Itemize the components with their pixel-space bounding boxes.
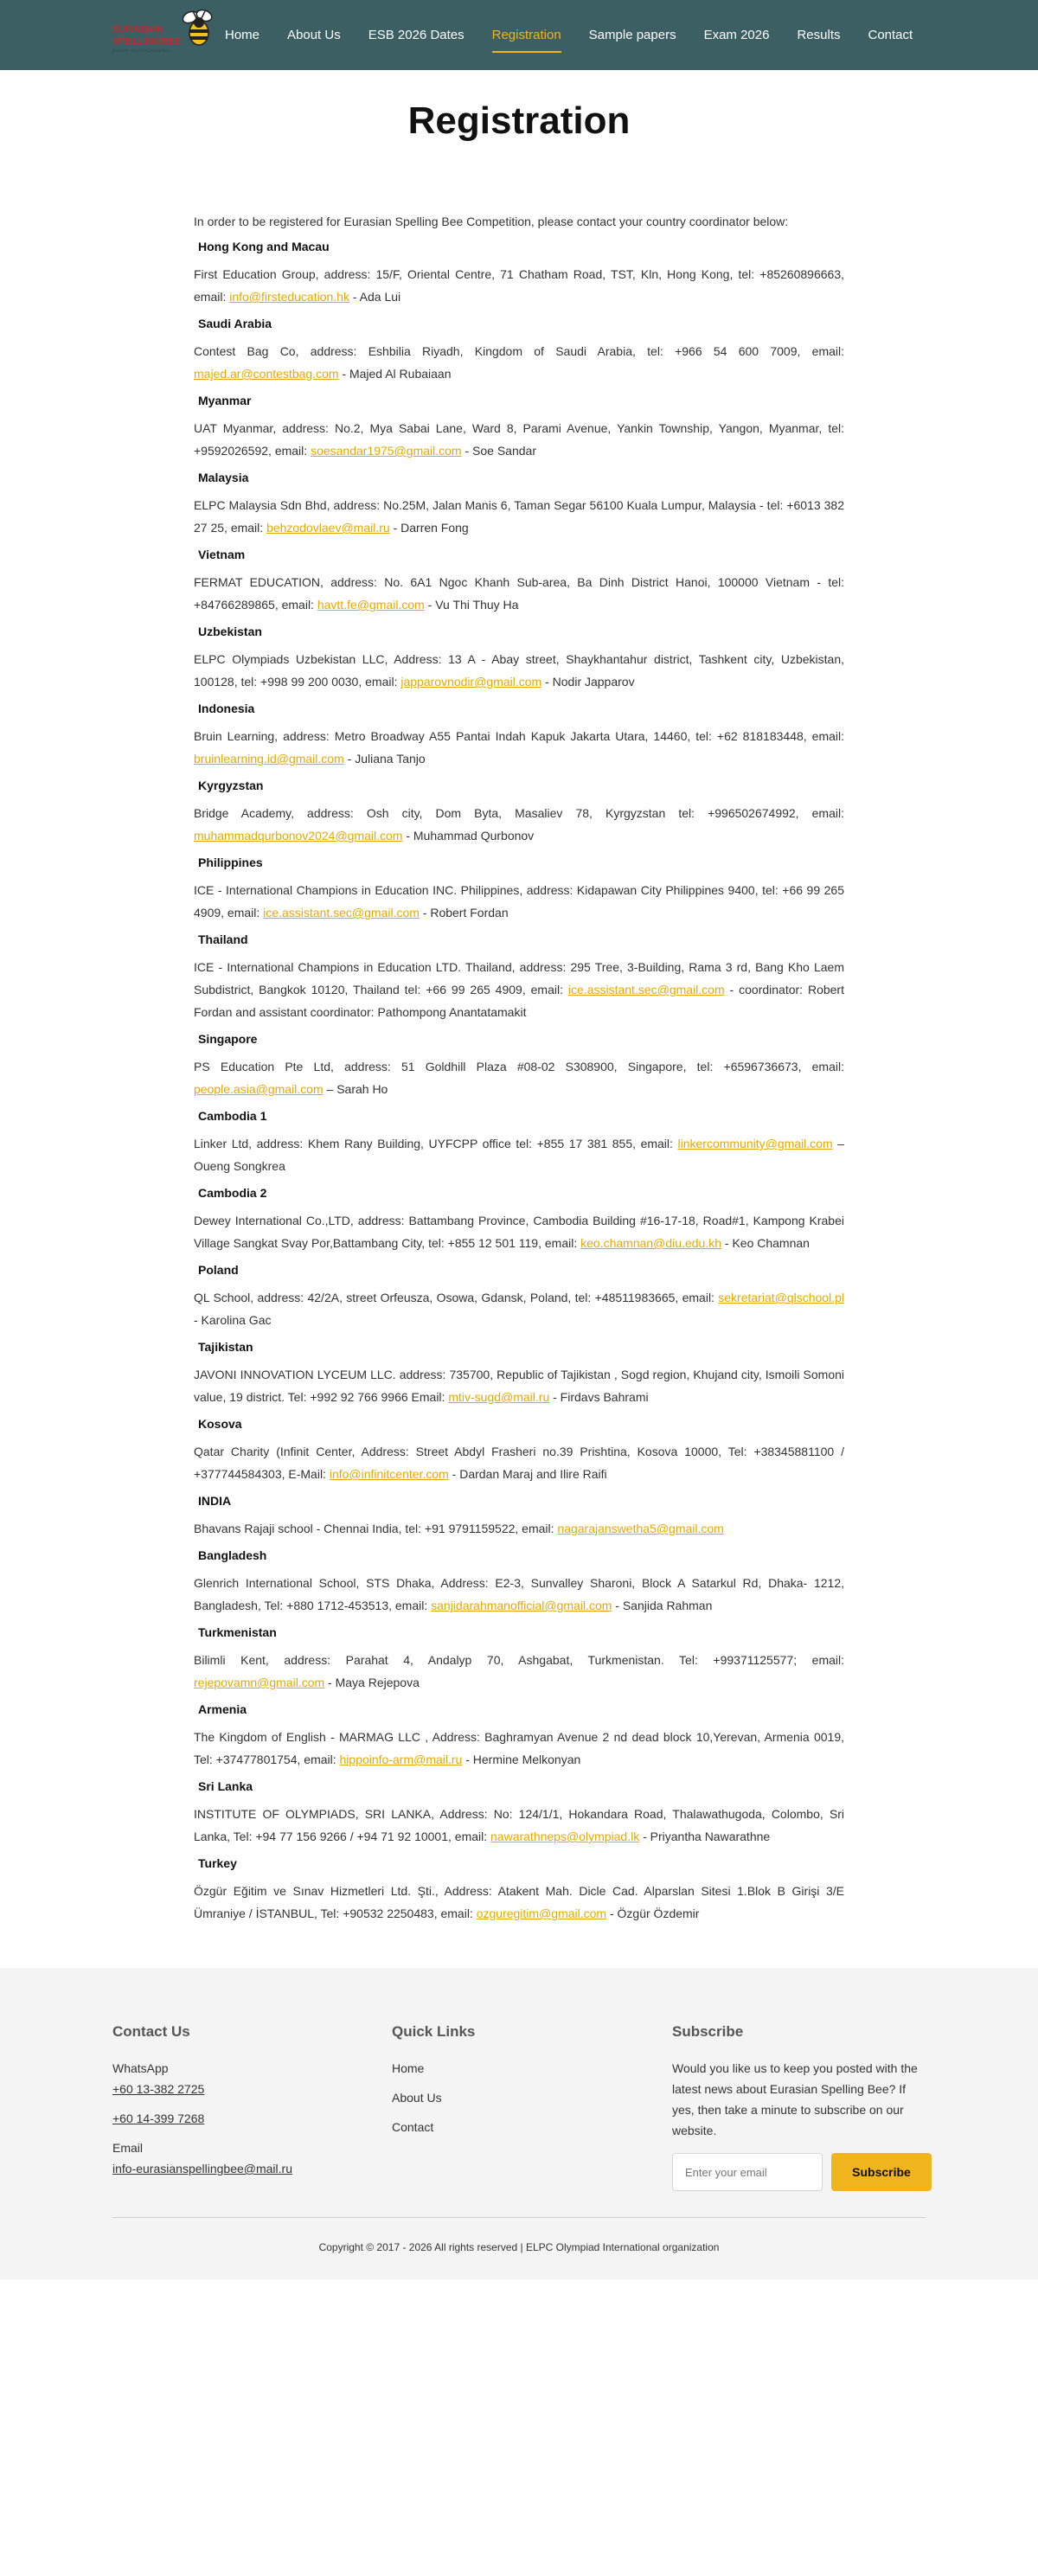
coordinator-email-link[interactable]: japparovnodir@gmail.com (400, 675, 542, 689)
coordinator-entry (194, 1779, 844, 1848)
coordinator-entry (194, 1625, 844, 1694)
site-footer (0, 1968, 1038, 2279)
nav-sample-papers[interactable]: Sample papers (588, 28, 676, 42)
country-name: Indonesia (198, 702, 255, 715)
coordinator-entry (194, 394, 844, 462)
coordinator-email-link[interactable]: info@firsteducation.hk (229, 290, 349, 304)
bee-icon (180, 9, 218, 50)
coordinator-address: Linker Ltd, address: Khem Rany Building, UYFCPP office tel: +855 17 381 855, email: (194, 1137, 678, 1150)
coordinator-email-link[interactable]: ice.assistant.sec@gmail.com (567, 983, 725, 996)
footer-link-home[interactable]: Home (392, 2061, 425, 2075)
country-name: Hong Kong and Macau (198, 240, 330, 253)
coordinator-entry (194, 1856, 844, 1925)
coordinator-email-link[interactable]: behzodovlaev@mail.ru (266, 521, 390, 535)
coordinator-details (194, 1286, 844, 1331)
coordinator-contact-person: - Priyantha Nawarathne (639, 1829, 771, 1843)
site-logo[interactable] (111, 10, 220, 59)
subscribe-text: Would you like us to keep you posted with the latest news about Eurasian Spelling Bee? If yes, then take a minute to subscribe on our website. (672, 2061, 918, 2137)
coordinator-entry (194, 1417, 844, 1485)
coordinator-contact-person: - Özgür Özdemir (606, 1906, 700, 1920)
country-name: Turkmenistan (198, 1625, 277, 1639)
coordinator-contact-person: - Nodir Japparov (541, 675, 635, 689)
subscribe-form (672, 2153, 932, 2191)
country-name: Vietnam (198, 548, 246, 561)
site-header (0, 0, 1038, 70)
nav-home[interactable]: Home (225, 28, 260, 42)
coordinator-entry (194, 548, 844, 616)
coordinator-address: Contest Bag Co, address: Eshbilia Riyadh, Kingdom of Saudi Arabia, tel: +966 54 600 7009, email: (194, 344, 844, 358)
country-name: Thailand (198, 932, 248, 946)
coordinator-email-link[interactable]: sanjidarahmanofficial@gmail.com (431, 1599, 612, 1612)
country-name: Poland (198, 1263, 239, 1277)
country-name: INDIA (198, 1494, 232, 1508)
coordinator-contact-person: - Juliana Tanjo (343, 752, 426, 766)
coordinator-contact-person: - Ada Lui (349, 290, 401, 304)
country-name: Uzbekistan (198, 625, 262, 638)
coordinator-entry (194, 1494, 844, 1540)
whatsapp-label: WhatsApp (112, 2061, 169, 2075)
coordinator-address: UAT Myanmar, address: No.2, Mya Sabai Lane, Ward 8, Parami Avenue, Yankin Township, Yangon, Myanmar, tel: +9592026592, email: (194, 421, 844, 458)
coordinator-contact-person: – Sarah Ho (323, 1082, 388, 1096)
coordinator-entry (194, 317, 844, 385)
coordinator-address: ICE - International Champions in Education LTD. Thailand, address: 295 Tree, 3-Building, Rama 3 rd, Bang Kho Laem Subdistrict, Bangkok 10120, Thailand tel: +66 99 265 4909, email: (194, 960, 844, 996)
coordinator-email-link[interactable]: majed.ar@contestbag.com (194, 367, 339, 381)
logo-text-line1: EURASIAN (112, 24, 164, 35)
logo-text-line2: SPELLINGBEE (112, 36, 182, 47)
coordinator-details (194, 417, 844, 462)
nav-results[interactable]: Results (797, 28, 841, 42)
coordinator-contact-person: – Oueng Songkrea (194, 1137, 844, 1173)
coordinator-address: ICE - International Champions in Education INC. Philippines, address: Kidapawan City Philippines 9400, tel: +66 99 265 4909, email: (194, 883, 844, 920)
coordinator-email-link[interactable]: people.asia@gmail.com (194, 1082, 324, 1096)
coordinator-address: JAVONI INNOVATION LYCEUM LLC. address: 735700, Republic of Tajikistan , Sogd region, Khujand city, Ismoili Somoni value, 19 district. Tel: +992 92 766 9966 Email: (194, 1368, 844, 1404)
coordinator-details (194, 1803, 844, 1848)
coordinator-details (194, 1209, 844, 1254)
country-name: Philippines (198, 855, 263, 869)
coordinator-address: QL School, address: 42/2A, street Orfeusza, Osowa, Gdansk, Poland, tel: +48511983665, email: (194, 1291, 719, 1304)
coordinator-email-link[interactable]: linkercommunity@gmail.com (677, 1137, 833, 1150)
coordinator-contact-person: - Sanjida Rahman (612, 1599, 713, 1612)
country-name: Myanmar (198, 394, 252, 407)
coordinator-contact-person: - Keo Chamnan (721, 1236, 810, 1250)
coordinator-contact-person: - Muhammad Qurbonov (402, 829, 535, 843)
coordinator-details (194, 1363, 844, 1408)
coordinator-details (194, 802, 844, 847)
footer-link-about-us[interactable]: About Us (392, 2091, 442, 2105)
coordinator-details (194, 571, 844, 616)
country-name: Cambodia 2 (198, 1186, 267, 1200)
coordinator-address: ELPC Malaysia Sdn Bhd, address: No.25M, Jalan Manis 6, Taman Segar 56100 Kuala Lumpur, Malaysia - tel: +6013 382 27 25, email: (194, 498, 844, 535)
country-name: Turkey (198, 1856, 237, 1870)
coordinator-entry (194, 779, 844, 847)
footer-contact (112, 2023, 337, 2179)
coordinator-address: Glenrich International School, STS Dhaka, Address: E2-3, Sunvalley Sharoni, Block A Satarkul Rd, Dhaka- 1212, Bangladesh, Tel: +880 1712-453513, email: (194, 1576, 844, 1612)
coordinator-details (194, 263, 844, 308)
coordinator-entry (194, 1340, 844, 1408)
coordinator-entry (194, 1109, 844, 1177)
coordinator-details (194, 340, 844, 385)
coordinator-entry (194, 471, 844, 539)
country-name: Kosova (198, 1417, 242, 1431)
country-name: Bangladesh (198, 1548, 267, 1562)
coordinator-email-link[interactable]: nagarajanswetha5@gmail.com (557, 1522, 724, 1535)
coordinator-entry (194, 1186, 844, 1254)
coordinator-address: Dewey International Co.,LTD, address: Battambang Province, Cambodia Building #16-17-18, Road#1, Kampong Krabei Village Sangkat Svay Por,Battambang City, tel: +855 12 501 119, email: (194, 1214, 844, 1250)
country-name: Saudi Arabia (198, 317, 272, 330)
page-title: Registration (407, 99, 631, 142)
country-name: Cambodia 1 (198, 1109, 267, 1123)
country-name: Singapore (198, 1032, 258, 1046)
country-name: Malaysia (198, 471, 249, 484)
coordinator-address: Bilimli Kent, address: Parahat 4, Andalyp 70, Ashgabat, Turkmenistan. Tel: +99371125577; email: (194, 1653, 844, 1667)
coordinator-entry (194, 240, 844, 308)
intro-text: In order to be registered for Eurasian Spelling Bee Competition, please contact your country coordinator below: (194, 215, 789, 228)
footer-subscribe-heading: Subscribe (672, 2023, 744, 2040)
footer-link-contact[interactable]: Contact (392, 2120, 434, 2134)
coordinator-details (194, 879, 844, 924)
copyright-text: Copyright © 2017 - 2026 All rights reserved | ELPC Olympiad International organization (318, 2241, 720, 2253)
phone-link-1[interactable]: +60 13-382 2725 (112, 2082, 205, 2096)
footer-quick-links (392, 2023, 617, 2146)
coordinator-email-link[interactable]: muhammadqurbonov2024@gmail.com (194, 829, 403, 843)
coordinator-entry (194, 625, 844, 693)
coordinator-email-link[interactable]: soesandar1975@gmail.com (311, 444, 462, 458)
email-label: Email (112, 2141, 144, 2155)
country-name: Kyrgyzstan (198, 779, 264, 792)
coordinator-entry (194, 1702, 844, 1771)
coordinator-details (194, 494, 844, 539)
coordinator-entry (194, 702, 844, 770)
country-name: Tajikistan (198, 1340, 253, 1354)
coordinator-details (194, 1572, 844, 1617)
coordinator-entry (194, 1032, 844, 1100)
coordinator-details (194, 1440, 844, 1485)
coordinator-contact-person: - Maya Rejepova (324, 1676, 420, 1689)
coordinator-address: FERMAT EDUCATION, address: No. 6A1 Ngoc Khanh Sub-area, Ba Dinh District Hanoi, 100000 Vietnam - tel: +84766289865, email: (194, 575, 844, 612)
coordinator-details (194, 1649, 844, 1694)
coordinator-email-link[interactable]: ozguregitim@gmail.com (476, 1906, 607, 1920)
coordinator-contact-person: - Firdavs Bahrami (549, 1390, 649, 1404)
coordinator-address: Bridge Academy, address: Osh city, Dom Byta, Masaliev 78, Kyrgyzstan tel: +996502674992, email: (194, 806, 844, 820)
coordinator-email-link[interactable]: keo.chamnan@diu.edu.kh (580, 1236, 721, 1250)
coordinator-details (194, 1726, 844, 1771)
subscribe-button[interactable]: Subscribe (831, 2153, 932, 2191)
logo-tagline: Eurasian Spelling Competition (112, 48, 170, 54)
nav-about-us[interactable]: About Us (287, 28, 341, 42)
coordinator-email-link[interactable]: havtt.fe@gmail.com (317, 598, 425, 612)
coordinator-contact-person: - Darren Fong (389, 521, 469, 535)
coordinator-address: PS Education Pte Ltd, address: 51 Goldhill Plaza #08-02 S308900, Singapore, tel: +6596736673, email: (194, 1060, 844, 1073)
coordinator-entry (194, 855, 844, 924)
coordinator-email-link[interactable]: bruinlearning.id@gmail.com (194, 752, 344, 766)
coordinator-details (194, 725, 844, 770)
coordinator-address: INSTITUTE OF OLYMPIADS, SRI LANKA, Address: No: 124/1/1, Hokandara Road, Thalawathugoda, Colombo, Sri Lanka, Tel: +94 77 156 9266 / +94 71 92 10001, email: (194, 1807, 844, 1843)
coordinator-email-link[interactable]: sekretariat@qlschool.pl (718, 1291, 844, 1304)
coordinator-entry (194, 1548, 844, 1617)
coordinator-email-link[interactable]: rejepovamn@gmail.com (194, 1676, 325, 1689)
coordinator-address: Qatar Charity (Infinit Center, Address: Street Abdyl Frasheri no.39 Prishtina, Kosova 10000, Tel: +38345881100 / +377744584303, E-Mail: (194, 1445, 844, 1481)
nav-registration[interactable]: Registration (491, 28, 561, 42)
registration-content (194, 210, 844, 1925)
coordinator-email-link[interactable]: mtiv-sugd@mail.ru (448, 1390, 550, 1404)
footer-contact-heading: Contact Us (112, 2023, 190, 2040)
coordinator-details (194, 1880, 844, 1925)
nav-contact[interactable]: Contact (868, 28, 913, 42)
footer-email-link[interactable]: info-eurasianspellingbee@mail.ru (112, 2162, 292, 2176)
coordinator-details (194, 1055, 844, 1100)
coordinator-contact-person: - coordinator: Robert Fordan and assistant coordinator: Pathompong Anantatamakit (194, 983, 844, 1019)
nav-exam-2026[interactable]: Exam 2026 (703, 28, 770, 42)
coordinator-contact-person: - Soe Sandar (461, 444, 536, 458)
coordinator-email-link[interactable]: hippoinfo-arm@mail.ru (339, 1753, 463, 1766)
country-name: Sri Lanka (198, 1779, 253, 1793)
main-nav (225, 0, 940, 70)
coordinator-contact-person: - Robert Fordan (419, 906, 509, 920)
coordinator-details (194, 1132, 844, 1177)
coordinator-details (194, 956, 844, 1023)
coordinator-email-link[interactable]: info@infinitcenter.com (329, 1467, 449, 1481)
coordinator-contact-person: - Majed Al Rubaiaan (338, 367, 452, 381)
coordinator-email-link[interactable]: nawarathneps@olympiad.lk (490, 1829, 640, 1843)
subscribe-email-input[interactable] (672, 2153, 823, 2191)
coordinator-entry (194, 1263, 844, 1331)
country-name: Armenia (198, 1702, 247, 1716)
coordinator-address: Bruin Learning, address: Metro Broadway A55 Pantai Indah Kapuk Jakarta Utara, 14460, tel: +62 818183448, email: (194, 729, 844, 743)
phone-link-2[interactable]: +60 14-399 7268 (112, 2111, 205, 2125)
coordinator-address: Bhavans Rajaji school - Chennai India, tel: +91 9791159522, email: (194, 1522, 558, 1535)
coordinator-address: Özgür Eğitim ve Sınav Hizmetleri Ltd. Şti., Address: Atakent Mah. Dicle Cad. Alparslan Sitesi 1.Blok B Girişi 3/E Ümraniye / İSTANBUL, Tel: +90532 2250483, email: (194, 1884, 844, 1920)
coordinator-address: The Kingdom of English - MARMAG LLC , Address: Baghramyan Avenue 2 nd dead block 10,Yerevan, Armenia 0019, Tel: +37477801754, email: (194, 1730, 844, 1766)
footer-subscribe (672, 2023, 932, 2191)
coordinator-contact-person: - Hermine Melkonyan (462, 1753, 581, 1766)
coordinator-address: ELPC Olympiads Uzbekistan LLC, Address: 13 A - Abay street, Shaykhantahur district, Tashkent city, Uzbekistan, 100128, tel: +998 99 200 0030, email: (194, 652, 844, 689)
coordinator-contact-person: - Vu Thi Thuy Ha (424, 598, 519, 612)
coordinator-contact-person: - Dardan Maraj and Ilire Raifi (448, 1467, 607, 1481)
coordinator-address: First Education Group, address: 15/F, Oriental Centre, 71 Chatham Road, TST, Kln, Hong Kong, tel: +85260896663, email: (194, 267, 844, 304)
coordinator-email-link[interactable]: ice.assistant.sec@gmail.com (263, 906, 420, 920)
coordinator-entry (194, 932, 844, 1023)
coordinator-details (194, 1517, 844, 1540)
footer-divider (112, 2217, 926, 2218)
nav-esb-2026-dates[interactable]: ESB 2026 Dates (368, 28, 465, 42)
coordinator-contact-person: - Karolina Gac (194, 1313, 272, 1327)
coordinator-list (194, 240, 844, 1925)
footer-quick-links-heading: Quick Links (392, 2023, 476, 2040)
coordinator-details (194, 648, 844, 693)
